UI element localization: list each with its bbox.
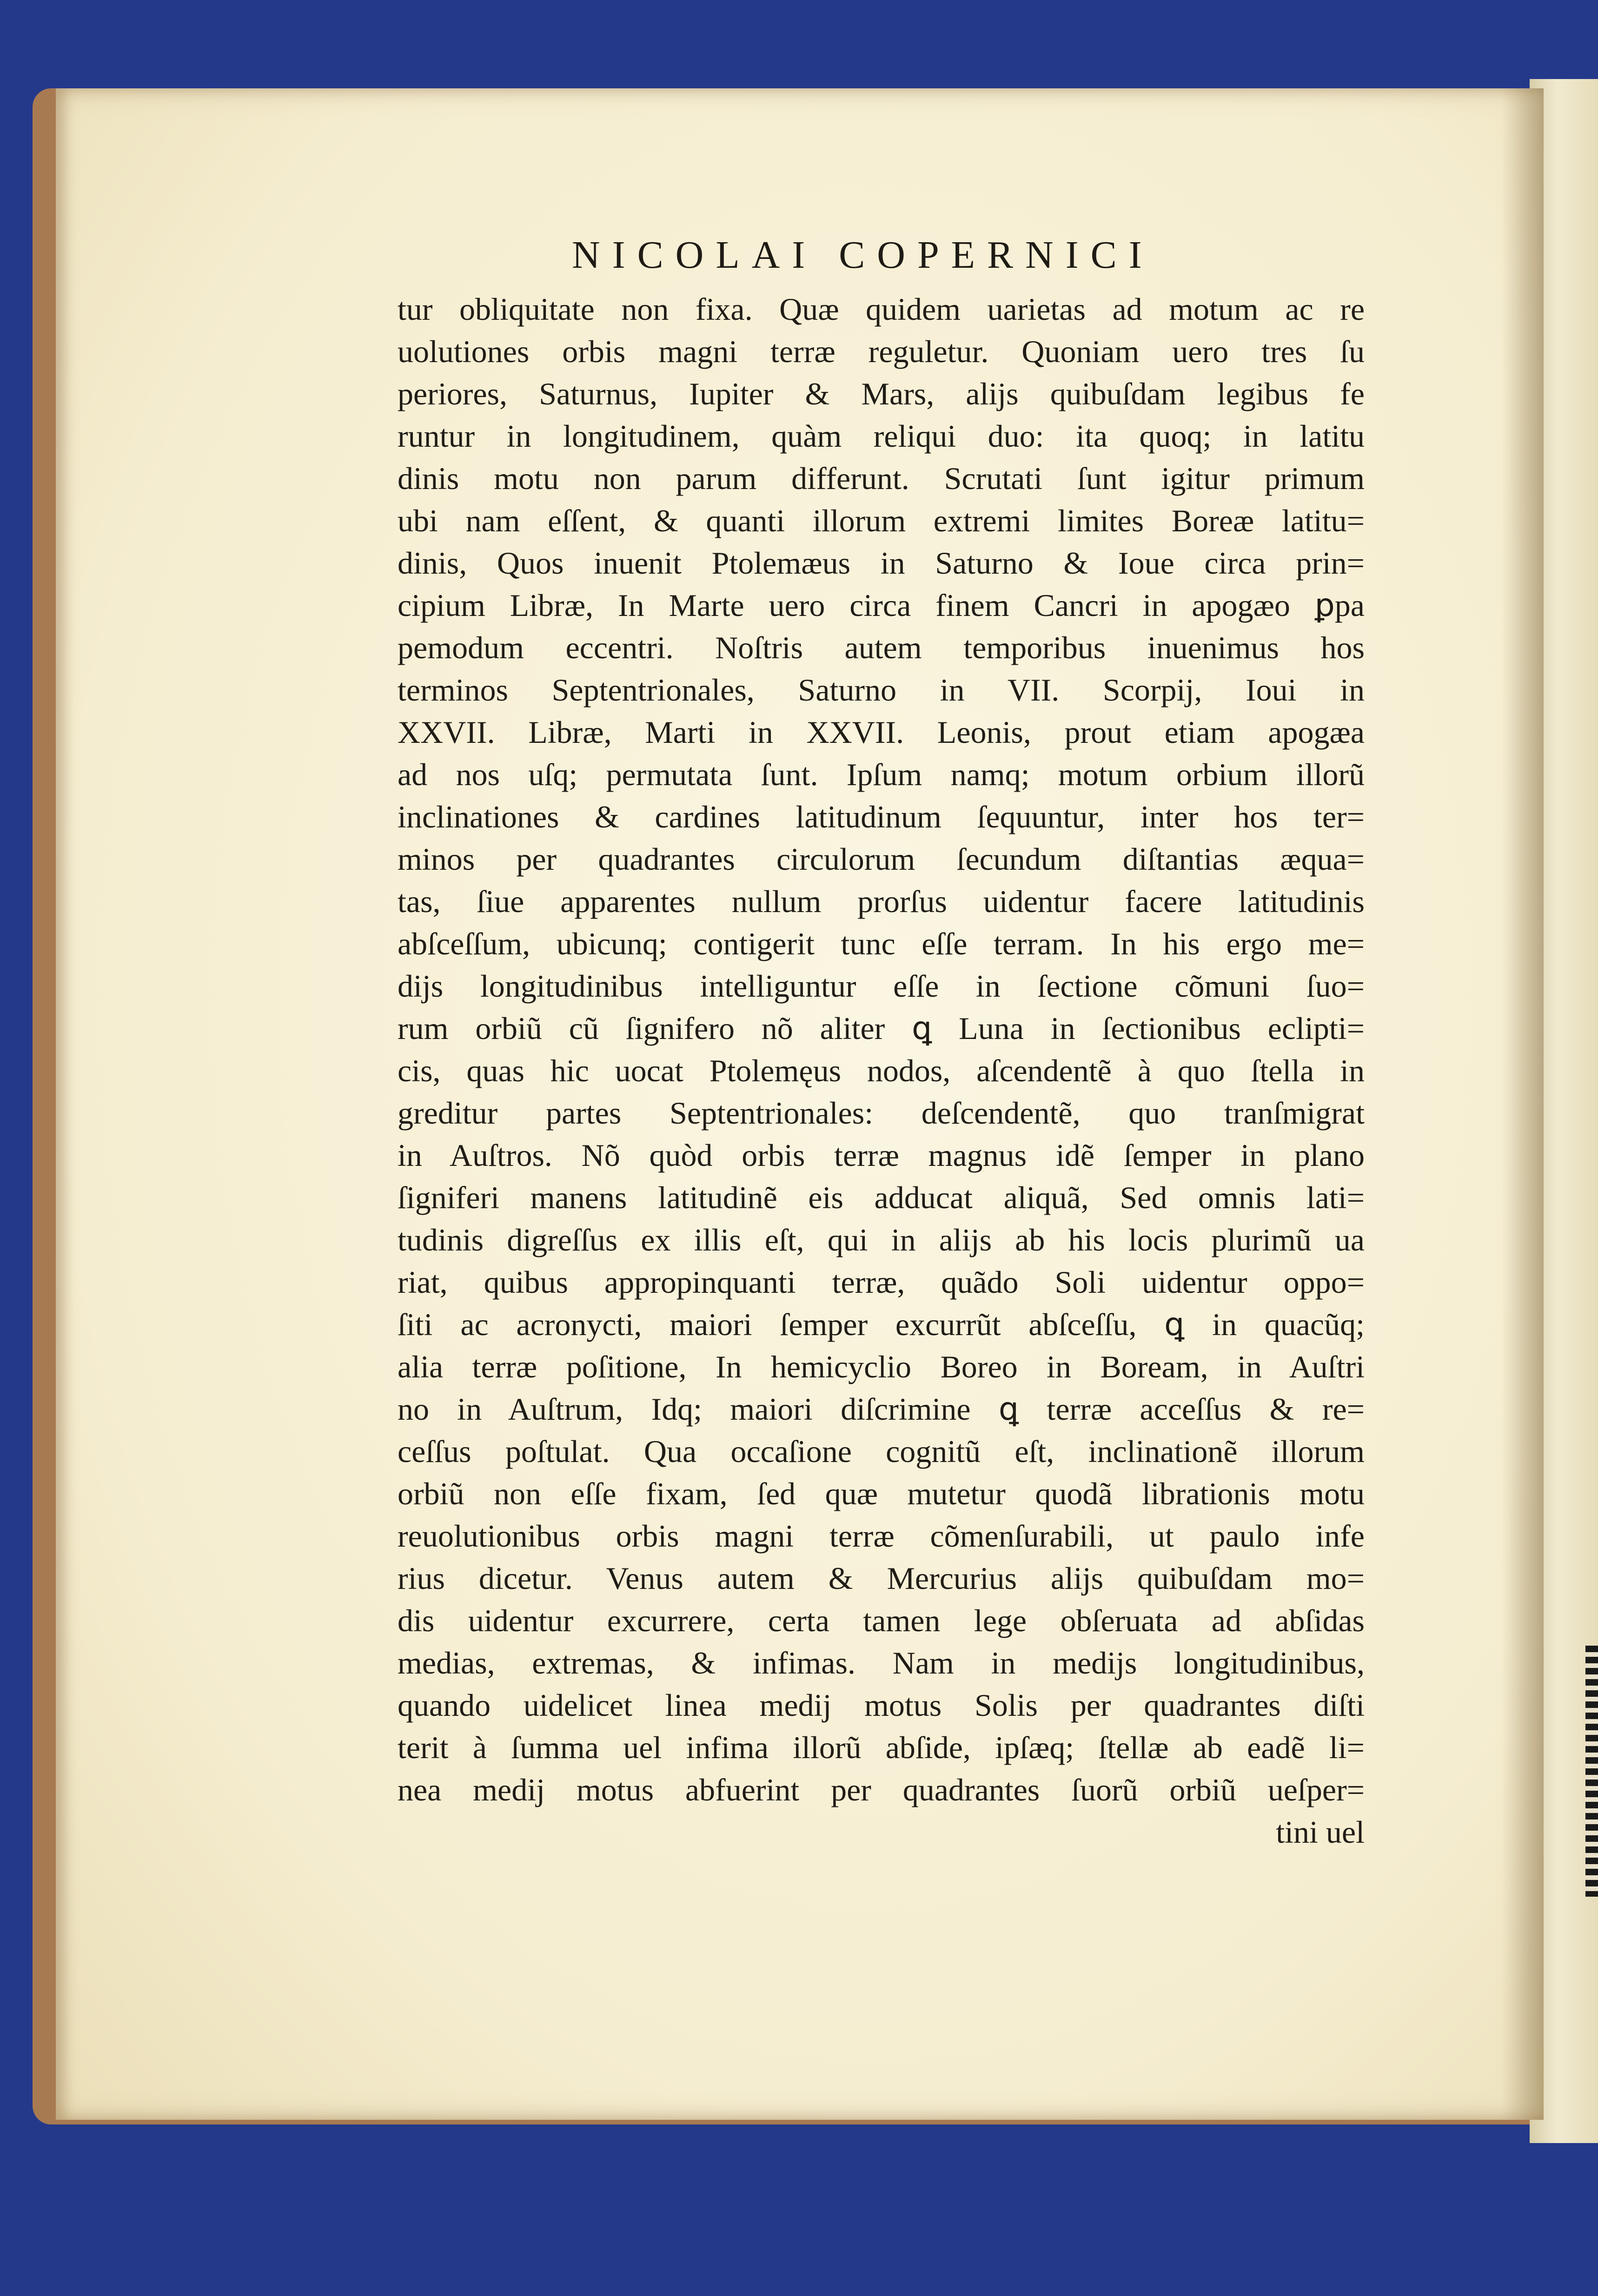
text-line: inclinationes & cardines latitudinum ſequuntur, inter hos ter= (398, 799, 1365, 834)
text-line: cipium Libræ, In Marte uero circa finem Cancri in apogæo ꝑpa (398, 588, 1365, 623)
text-line: runtur in longitudinem, quàm reliqui duo: ita quoq; in latitu (398, 418, 1365, 454)
text-line: terit à ſumma uel infima illorũ abſide, ipſæq; ſtellæ ab eadẽ li= (398, 1730, 1365, 1765)
text-line: dinis, Quos inuenit Ptolemæus in Saturno & Ioue circa prin= (398, 545, 1365, 581)
text-line: pemodum eccentri. Noſtris autem temporibus inuenimus hos (398, 630, 1365, 665)
page-gutter-shadow (1502, 88, 1544, 2120)
text-line: orbiũ non eſſe fixam, ſed quæ mutetur quodã librationis motu (398, 1476, 1365, 1511)
text-line: medias, extremas, & infimas. Nam in medijs longitudinibus, (398, 1645, 1365, 1681)
text-line: dinis motu non parum differunt. Scrutati ſunt igitur primum (398, 461, 1365, 496)
text-line: riat, quibus appropinquanti terræ, quãdo Soli uidentur oppo= (398, 1264, 1365, 1300)
text-line: no in Auſtrum, Idq; maiori diſcrimine ꝗ terræ acceſſus & re= (398, 1391, 1365, 1427)
text-line: terminos Septentrionales, Saturno in VII. Scorpij, Ioui in (398, 672, 1365, 708)
text-line: ad nos uſq; permutata ſunt. Ipſum namq; motum orbium illorũ (398, 757, 1365, 792)
text-line: ſigniferi manens latitudinẽ eis adducat aliquã, Sed omnis lati= (398, 1180, 1365, 1215)
text-line: rum orbiũ cũ ſignifero nõ aliter ꝗ Luna in ſectionibus eclipti= (398, 1011, 1365, 1046)
text-line: nea medij motus abfuerint per quadrantes ſuorũ orbiũ ueſper= (398, 1772, 1365, 1807)
text-line: in Auſtros. Nõ quòd orbis terræ magnus idẽ ſemper in plano (398, 1138, 1365, 1173)
text-line: tudinis digreſſus ex illis eſt, qui in alijs ab his locis plurimũ ua (398, 1222, 1365, 1257)
text-line: dis uidentur excurrere, certa tamen lege obſeruata ad abſidas (398, 1603, 1365, 1638)
text-line: reuolutionibus orbis magni terræ cõmenſurabili, ut paulo infe (398, 1518, 1365, 1554)
text-line: tas, ſiue apparentes nullum prorſus uidentur facere latitudinis (398, 884, 1365, 919)
text-line: alia terræ poſitione, In hemicyclio Boreo in Boream, in Auſtri (398, 1349, 1365, 1384)
text-line: uolutiones orbis magni terræ reguletur. Quoniam uero tres ſu (398, 334, 1365, 369)
text-line: abſceſſum, ubicunq; contigerit tunc eſſe terram. In his ergo me= (398, 926, 1365, 961)
text-line: periores, Saturnus, Iupiter & Mars, alijs quibuſdam legibus fe (398, 376, 1365, 411)
body-text (398, 288, 1365, 1853)
text-line: cis, quas hic uocat Ptolemęus nodos, aſcendentẽ à quo ſtella in (398, 1053, 1365, 1088)
text-line: greditur partes Septentrionales: deſcendentẽ, quo tranſmigrat (398, 1095, 1365, 1131)
text-line: quando uidelicet linea medij motus Solis per quadrantes diſti (398, 1687, 1365, 1723)
text-line: XXVII. Libræ, Marti in XXVII. Leonis, prout etiam apogæa (398, 715, 1365, 750)
text-line: ceſſus poſtulat. Qua occaſione cognitũ eſt, inclinationẽ illorum (398, 1434, 1365, 1469)
text-line: rius dicetur. Venus autem & Mercurius alijs quibuſdam mo= (398, 1561, 1365, 1596)
text-line: ubi nam eſſent, & quanti illorum extremi limites Boreæ latitu= (398, 503, 1365, 538)
text-line: dijs longitudinibus intelliguntur eſſe in ſectione cõmuni ſuo= (398, 968, 1365, 1004)
text-line: ſiti ac acronycti, maiori ſemper excurrũt abſceſſu, ꝗ in quacũq; (398, 1307, 1365, 1342)
catchword-line: tini uel (1276, 1814, 1365, 1850)
text-line: minos per quadrantes circulorum ſecundum diſtantias æqua= (398, 841, 1365, 877)
text-line: tur obliquitate non fixa. Quæ quidem uarietas ad motum ac re (398, 291, 1365, 327)
bookmark-strip (1585, 1646, 1598, 1897)
running-head: NICOLAI COPERNICI (572, 233, 1154, 277)
